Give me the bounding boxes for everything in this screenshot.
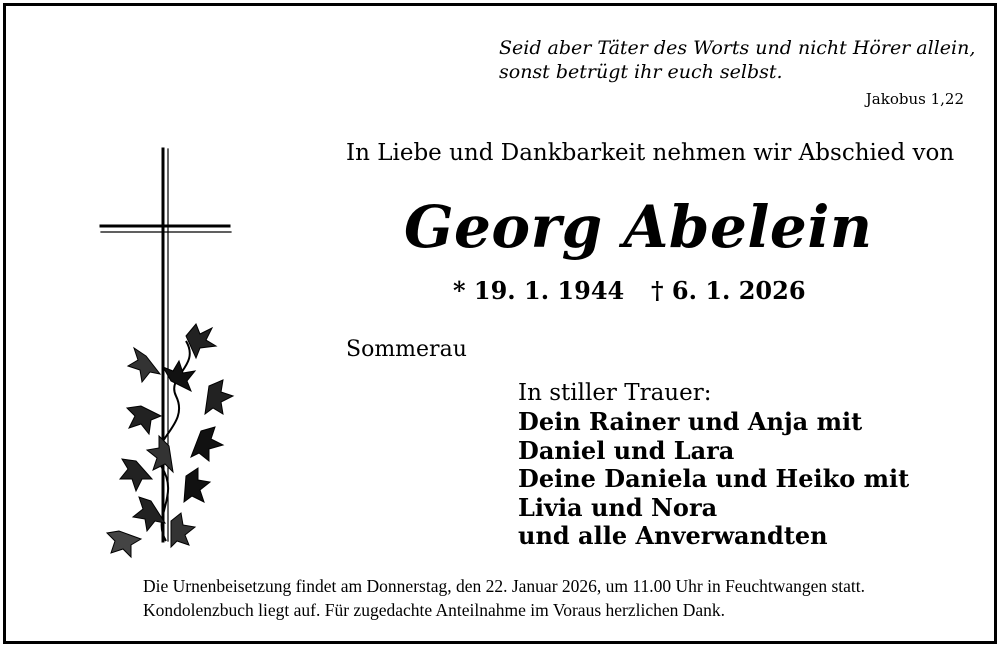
mourners-list (518, 408, 909, 551)
cross-with-ivy-icon (91, 146, 261, 586)
bible-quote (499, 36, 975, 84)
quote-line-2: sonst betrügt ihr euch selbst. (499, 61, 783, 83)
funeral-notice (143, 574, 865, 622)
mourner-line: Daniel und Lara (518, 435, 735, 465)
mourners-heading: In stiller Trauer: (518, 380, 712, 406)
mourner-line: Livia und Nora (518, 492, 718, 522)
mourner-line: und alle Anverwandten (518, 521, 828, 550)
notice-line-1: Die Urnenbeisetzung findet am Donnerstag, den 22. Januar 2026, um 11.00 Uhr in Feuchtwangen statt. (143, 576, 866, 596)
intro-text: In Liebe und Dankbarkeit nehmen wir Abschied von (346, 140, 955, 166)
death-date: † 6. 1. 2026 (651, 276, 806, 305)
quote-source: Jakobus 1,22 (865, 90, 964, 108)
quote-line-1: Seid aber Täter des Worts und nicht Hörer allein, (499, 37, 976, 59)
obituary-frame (3, 3, 997, 644)
place-name: Sommerau (346, 337, 467, 362)
mourner-line: Dein Rainer und Anja mit (518, 407, 863, 436)
birth-date: * 19. 1. 1944 (453, 276, 625, 305)
deceased-name: Georg Abelein (404, 193, 873, 261)
notice-line-2: Kondolenzbuch liegt auf. Für zugedachte Anteilnahme im Voraus herzlichen Dank. (143, 600, 726, 620)
mourner-line: Deine Daniela und Heiko mit (518, 464, 910, 493)
